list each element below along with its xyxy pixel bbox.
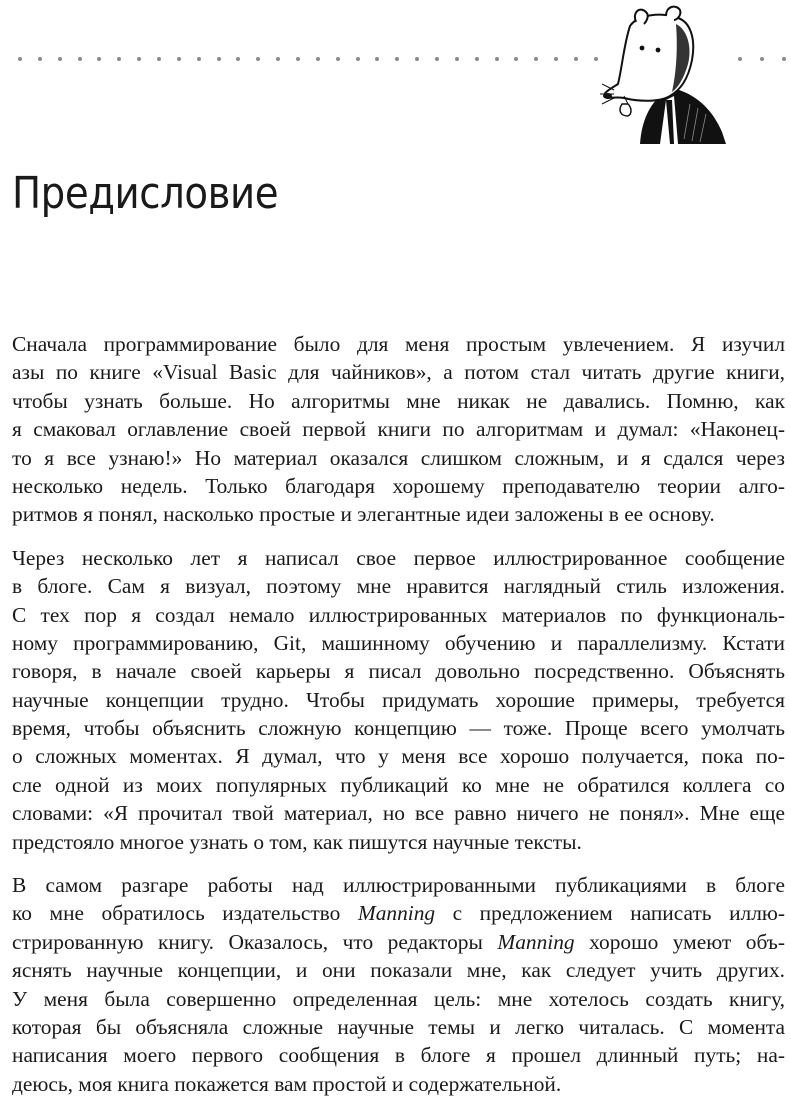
rat-mascot-icon: [600, 4, 730, 144]
rule-dot: [137, 57, 141, 61]
rule-dot: [554, 57, 558, 61]
rule-dot: [415, 57, 419, 61]
text-line: в блоге. Сам я визуал, поэтому мне нравится наглядный стиль изложения.: [12, 574, 785, 599]
text-line: то я все узнаю!» Но материал оказался слишком сложным, и я сдался через: [12, 445, 785, 470]
rule-dot: [435, 57, 439, 61]
text-line: Через несколько лет я написал свое первое иллюстрированное сообщение: [12, 545, 785, 570]
text-line: время, чтобы объяснить сложную концепцию — тоже. Проще всего умолчать: [12, 716, 785, 741]
rule-dot: [296, 57, 300, 61]
text-line: несколько недель. Только благодаря хорошему преподавателю теории алго-: [12, 473, 785, 498]
text-line: [12, 928, 785, 956]
rule-dot: [78, 57, 82, 61]
rule-dot: [760, 57, 764, 61]
rule-dot: [395, 57, 399, 61]
rule-dot: [177, 57, 181, 61]
page-title: Предисловие: [12, 168, 279, 219]
header-dotted-rule-left: [18, 55, 598, 63]
rule-dot: [514, 57, 518, 61]
text-line: У меня была совершенно определенная цель: мне хотелось создать книгу,: [12, 986, 785, 1011]
rule-dot: [157, 57, 161, 61]
preface-body: [12, 330, 785, 1113]
text-line: предстояло многое узнать о том, как пишутся научные тексты.: [12, 829, 582, 854]
text-line: Сначала программирование было для меня простым увлечением. Я изучил: [12, 332, 785, 356]
paragraph-3: [12, 871, 785, 1098]
rule-dot: [495, 57, 499, 61]
text-line: говоря, в начале своей карьеры я писал довольно посредственно. Объяснять: [12, 659, 785, 684]
text-segment: стрированную книгу. Оказалось, что редакторы: [12, 929, 498, 954]
text-line: ному программированию, Git, машинному обучению и параллелизму. Кстати: [12, 630, 785, 655]
publisher-name: Manning: [357, 901, 436, 926]
rule-dot: [594, 57, 598, 61]
rule-dot: [738, 57, 742, 61]
rule-dot: [256, 57, 260, 61]
text-line: я смаковал оглавление своей первой книги по алгоритмам и думал: «Наконец-: [12, 417, 785, 442]
text-line: В самом разгаре работы над иллюстрированными публикациями в блоге: [12, 873, 785, 898]
text-line: о сложных моментах. Я думал, что у меня все хорошо получается, пока по-: [12, 744, 785, 769]
rule-dot: [356, 57, 360, 61]
rule-dot: [197, 57, 201, 61]
text-line: С тех пор я создал немало иллюстрированных материалов по функциональ-: [12, 602, 785, 627]
text-line: научные концепции трудно. Чтобы придумать хорошие примеры, требуется: [12, 687, 785, 712]
rule-dot: [375, 57, 379, 61]
rule-dot: [475, 57, 479, 61]
text-line: азы по книге «Visual Basic для чайников», а потом стал читать другие книги,: [12, 360, 785, 385]
rule-dot: [38, 57, 42, 61]
text-line: [12, 899, 785, 927]
publisher-name: Manning: [497, 929, 575, 954]
text-line: чтобы узнать больше. Но алгоритмы мне никак не давались. Помню, как: [12, 388, 785, 413]
text-line: ритмов я понял, насколько простые и элегантные идеи заложены в ее основу.: [12, 502, 715, 527]
text-line: сле одной из моих популярных публикаций ко мне не обратился коллега со: [12, 772, 785, 797]
rule-dot: [18, 57, 22, 61]
text-segment: ко мне обратилось издательство: [12, 901, 358, 926]
text-segment: с предложением написать иллю-: [435, 901, 785, 926]
rule-dot: [236, 57, 240, 61]
rule-dot: [534, 57, 538, 61]
text-line: которая бы объясняла сложные научные темы и легко читалась. С момента: [12, 1014, 785, 1039]
rule-dot: [574, 57, 578, 61]
rule-dot: [316, 57, 320, 61]
text-line: яснять научные концепции, и они показали мне, как следует учить других.: [12, 958, 785, 983]
text-line: деюсь, моя книга покажется вам простой и содержательной.: [12, 1071, 562, 1096]
rule-dot: [455, 57, 459, 61]
paragraph-2: [12, 544, 785, 856]
rule-dot: [117, 57, 121, 61]
rule-dot: [782, 57, 786, 61]
rule-dot: [276, 57, 280, 61]
rule-dot: [336, 57, 340, 61]
header-dotted-rule-right: [738, 55, 786, 63]
rule-dot: [97, 57, 101, 61]
rule-dot: [58, 57, 62, 61]
text-segment: хорошо умеют объ-: [574, 929, 785, 954]
text-line: словами: «Я прочитал твой материал, но все равно ничего не понял». Мне еще: [12, 801, 785, 826]
text-line: написания моего первого сообщения в блоге я прошел длинный путь; на-: [12, 1043, 785, 1068]
paragraph-1: [12, 330, 785, 529]
rule-dot: [217, 57, 221, 61]
